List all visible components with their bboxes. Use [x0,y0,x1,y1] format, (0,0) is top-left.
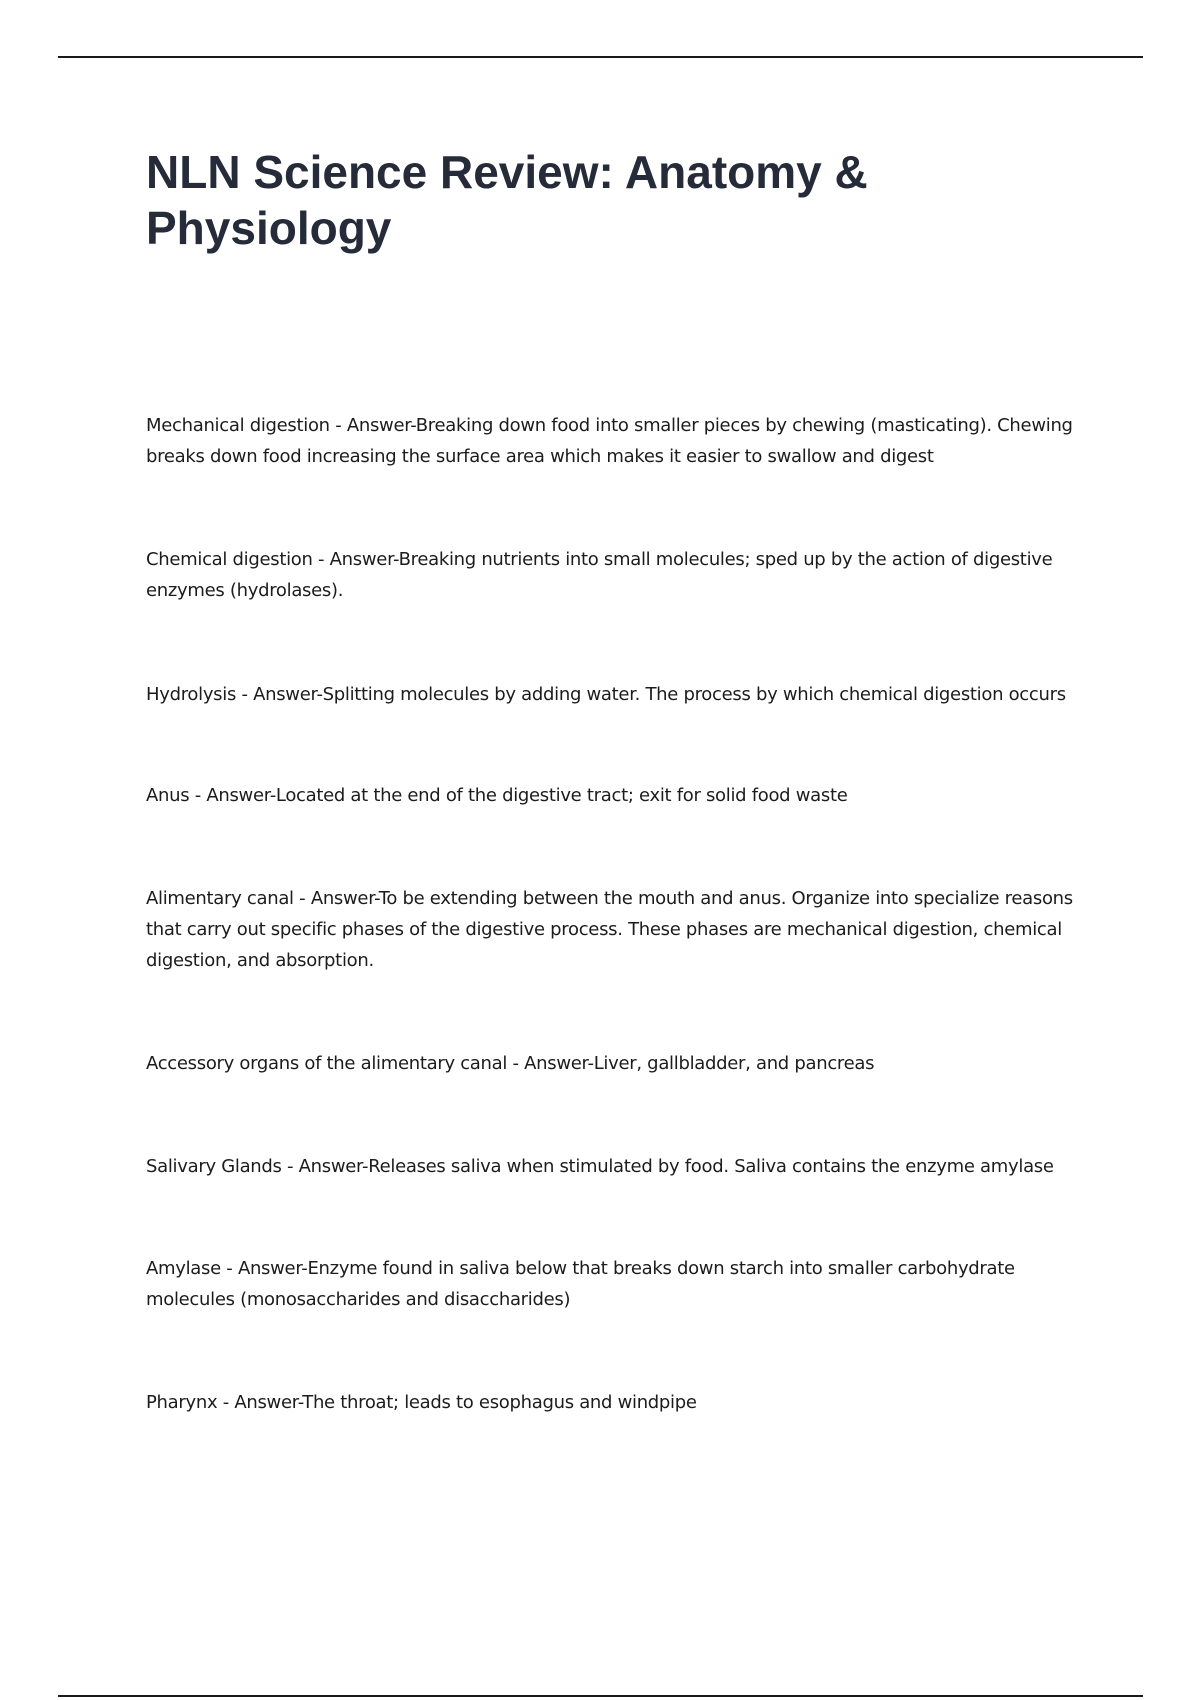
qa-answer-prefix: Answer- [237,1258,308,1279]
qa-answer-prefix: Answer- [206,785,276,806]
qa-answer-prefix: Answer- [298,1156,369,1177]
qa-answer-prefix: Answer- [524,1053,594,1074]
qa-answer: Releases saliva when stimulated by food. Saliva contains the enzyme amylase [368,1156,1054,1177]
bottom-divider [58,1695,1143,1697]
qa-answer: Located at the end of the digestive tract; exit for solid food waste [275,785,848,806]
qa-entry: Chemical digestion - Answer-Breaking nutrients into small molecules; sped up by the action of digestive enzymes (hydrolases). [146,549,1053,601]
qa-answer: Enzyme found in saliva below that breaks down starch into smaller carbohydrate molecules (monosaccharides and disaccharides) [146,1258,1015,1310]
qa-answer: Splitting molecules by adding water. The process by which chemical digestion occurs [322,684,1066,705]
qa-answer: Breaking down food into smaller pieces by chewing (masticating). Chewing breaks down food increasing the surface area which makes it easier to swallow and digest [146,415,1073,467]
qa-answer: The throat; leads to esophagus and windpipe [302,1392,697,1413]
qa-term: Mechanical digestion [146,415,330,436]
qa-answer-prefix: Answer- [310,888,379,909]
qa-answer-prefix: Answer- [253,684,323,705]
qa-term: Chemical digestion [146,549,313,570]
qa-term: Alimentary canal [146,888,294,909]
qa-entry: Hydrolysis - Answer-Splitting molecules by adding water. The process by which chemical digestion occurs [146,684,1066,705]
qa-entry: Pharynx - Answer-The throat; leads to esophagus and windpipe [146,1392,697,1413]
top-divider [58,56,1143,58]
qa-term: Amylase [146,1258,221,1279]
qa-term: Anus [146,785,190,806]
qa-term: Hydrolysis [146,684,237,705]
qa-answer-prefix: Answer- [234,1392,303,1413]
qa-entry: Alimentary canal - Answer-To be extending between the mouth and anus. Organize into specialize reasons that carry out specific phases of the digestive process. These phases are mechanical digestion, chemical digestion, and absorption. [146,888,1073,971]
qa-entry: Mechanical digestion - Answer-Breaking down food into smaller pieces by chewing (masticating). Chewing breaks down food increasing the surface area which makes it easier to swallow and digest [146,415,1073,467]
qa-answer: Breaking nutrients into small molecules; sped up by the action of digestive enzymes (hydrolases). [146,549,1053,601]
page-title: NLN Science Review: Anatomy & Physiology [146,146,868,254]
qa-entry: Amylase - Answer-Enzyme found in saliva below that breaks down starch into smaller carbohydrate molecules (monosaccharides and disaccharides) [146,1258,1015,1310]
qa-answer: Liver, gallbladder, and pancreas [593,1053,875,1074]
qa-answer-prefix: Answer- [329,549,399,570]
qa-term: Salivary Glands [146,1156,282,1177]
qa-term: Accessory organs of the alimentary canal [146,1053,508,1074]
qa-answer-prefix: Answer- [346,415,416,436]
qa-entry: Anus - Answer-Located at the end of the digestive tract; exit for solid food waste [146,785,848,806]
qa-answer: To be extending between the mouth and anus. Organize into specialize reasons that carry out specific phases of the digestive process. These phases are mechanical digestion, chemical digestion, and absorption. [146,888,1073,971]
qa-entry: Salivary Glands - Answer-Releases saliva when stimulated by food. Saliva contains the enzyme amylase [146,1156,1054,1177]
qa-term: Pharynx [146,1392,218,1413]
qa-entry: Accessory organs of the alimentary canal - Answer-Liver, gallbladder, and pancreas [146,1053,875,1074]
